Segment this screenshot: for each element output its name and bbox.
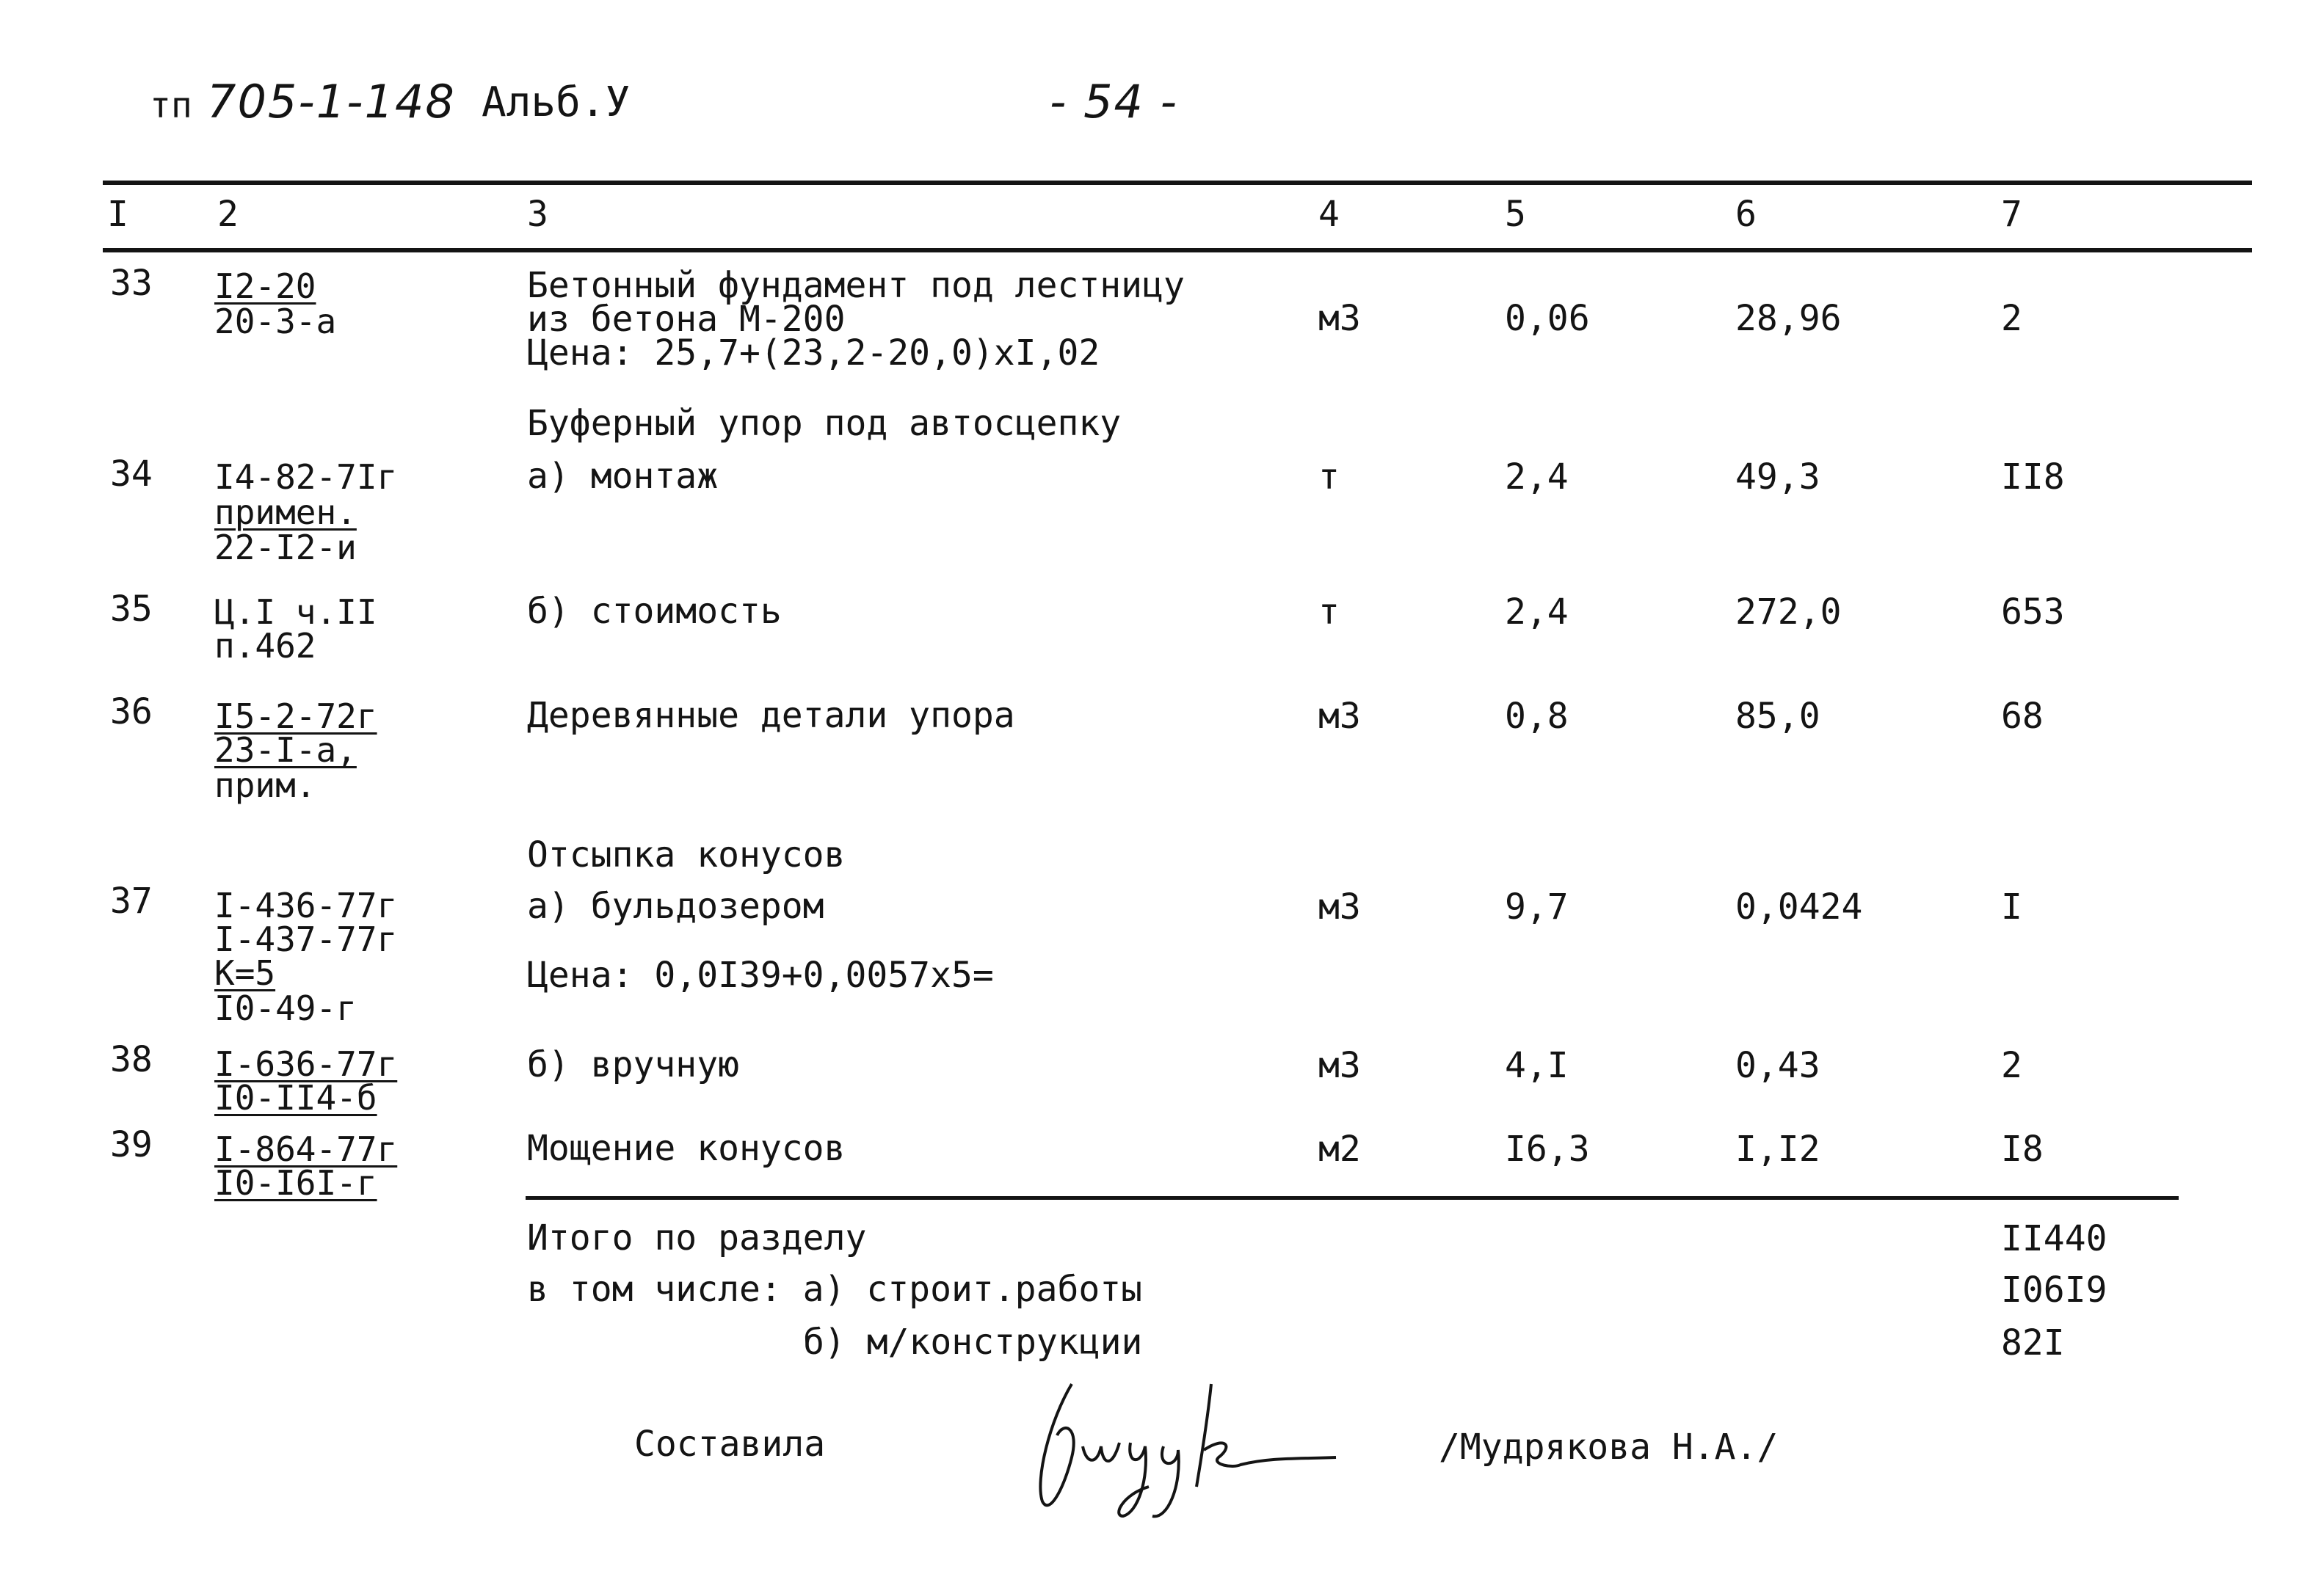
table-top-rule xyxy=(103,181,2252,185)
row-price: 272,0 xyxy=(1735,591,1842,633)
row-quantity: 9,7 xyxy=(1505,886,1569,928)
row-description-line: а) монтаж xyxy=(527,456,719,497)
col-header-6: 6 xyxy=(1735,194,1757,235)
row-unit: м3 xyxy=(1318,696,1361,737)
row-quantity: 2,4 xyxy=(1505,591,1569,633)
row-total: I xyxy=(2001,886,2022,928)
row-ref-line: I-437-77г xyxy=(214,919,398,959)
row-unit: т xyxy=(1318,456,1340,498)
col-header-2: 2 xyxy=(217,194,239,235)
compiler-name: /Мудрякова Н.А./ xyxy=(1439,1427,1779,1468)
row-ref-line: I0-II4-б xyxy=(214,1078,377,1118)
row-description-line: Деревянные детали упора xyxy=(527,695,1015,736)
row-quantity: I6,3 xyxy=(1505,1129,1590,1170)
row-price: 0,43 xyxy=(1735,1045,1820,1086)
row-ref-line: I-864-77г xyxy=(214,1129,398,1169)
section-total-value: II440 xyxy=(2001,1218,2107,1259)
compiled-by-label: Составила xyxy=(634,1424,826,1465)
row-description-line: Цена: 0,0I39+0,0057x5= xyxy=(527,955,994,996)
row-ref-line: I0-49-г xyxy=(214,988,357,1028)
row-unit: м3 xyxy=(1318,886,1361,928)
row-description-line: б) стоимость xyxy=(527,591,782,632)
row-price: 0,0424 xyxy=(1735,886,1863,928)
metal-structures-value: 82I xyxy=(2001,1322,2065,1363)
row-ref-line: прим. xyxy=(214,765,316,805)
table-header-rule xyxy=(103,248,2252,252)
row-ref-line: I0-I6I-г xyxy=(214,1163,377,1203)
row-price: 85,0 xyxy=(1735,696,1820,737)
row-unit: м3 xyxy=(1318,1045,1361,1086)
row-description-line: Бетонный фундамент под лестницу xyxy=(527,265,1185,306)
row-quantity: 4,I xyxy=(1505,1045,1569,1086)
row-description-line: б) вручную xyxy=(527,1044,739,1085)
row-ref-line: 20-3-a xyxy=(214,302,337,341)
row-quantity: 0,8 xyxy=(1505,696,1569,737)
doc-code: 705-1-148 xyxy=(207,75,456,128)
col-header-1: I xyxy=(107,194,128,235)
row-ref-line: I4-82-7Iг xyxy=(214,457,398,497)
row-number: 37 xyxy=(110,881,153,922)
row-number: 36 xyxy=(110,691,153,732)
row-total: 653 xyxy=(2001,591,2065,633)
row-ref-line: I-436-77г xyxy=(214,886,398,925)
row-unit: м3 xyxy=(1318,298,1361,339)
row-price: 28,96 xyxy=(1735,298,1842,339)
col-header-7: 7 xyxy=(2001,194,2022,235)
section-subheading: Буферный упор под автосцепку xyxy=(527,403,1122,444)
col-header-4: 4 xyxy=(1318,194,1340,235)
construction-works-value: I06I9 xyxy=(2001,1270,2107,1311)
row-ref-line: Ц.I ч.II xyxy=(214,592,377,632)
construction-works-label: в том числе: а) строит.работы xyxy=(527,1269,1143,1310)
col-header-5: 5 xyxy=(1505,194,1526,235)
row-unit: м2 xyxy=(1318,1129,1361,1170)
row-total: 68 xyxy=(2001,696,2044,737)
row-number: 38 xyxy=(110,1039,153,1080)
album-label: Альб.У xyxy=(482,79,631,126)
totals-rule xyxy=(526,1196,2179,1200)
row-description-line: Цена: 25,7+(23,2-20,0)xI,02 xyxy=(527,332,1100,374)
row-description-line: из бетона М-200 xyxy=(527,299,846,340)
metal-structures-label: б) м/конструкции xyxy=(803,1322,1143,1363)
col-header-3: 3 xyxy=(527,194,548,235)
row-ref-line: К=5 xyxy=(214,953,276,993)
page-number: - 54 - xyxy=(1050,75,1179,128)
row-ref-line: 23-I-a, xyxy=(214,730,357,770)
row-total: 2 xyxy=(2001,1045,2022,1086)
row-quantity: 2,4 xyxy=(1505,456,1569,498)
row-ref-line: I2-20 xyxy=(214,266,316,306)
row-total: I8 xyxy=(2001,1129,2044,1170)
row-ref-line: I-636-77г xyxy=(214,1044,398,1084)
row-ref-line: примен. xyxy=(214,492,357,532)
doc-prefix: тп xyxy=(150,85,192,126)
row-description-line: Мощение конусов xyxy=(527,1128,846,1169)
section-subheading: Отсыпка конусов xyxy=(527,834,846,875)
row-number: 34 xyxy=(110,454,153,495)
row-quantity: 0,06 xyxy=(1505,298,1590,339)
row-price: I,I2 xyxy=(1735,1129,1820,1170)
row-ref-line: п.462 xyxy=(214,626,316,666)
row-number: 35 xyxy=(110,589,153,630)
row-number: 33 xyxy=(110,263,153,304)
row-number: 39 xyxy=(110,1124,153,1165)
row-price: 49,3 xyxy=(1735,456,1820,498)
row-total: II8 xyxy=(2001,456,2065,498)
handwritten-signature xyxy=(1020,1377,1351,1523)
section-total-label: Итого по разделу xyxy=(527,1217,867,1259)
row-ref-line: 22-I2-и xyxy=(214,528,357,567)
row-unit: т xyxy=(1318,591,1340,633)
row-ref-line: I5-2-72г xyxy=(214,696,377,736)
row-total: 2 xyxy=(2001,298,2022,339)
row-description-line: а) бульдозером xyxy=(527,886,824,927)
